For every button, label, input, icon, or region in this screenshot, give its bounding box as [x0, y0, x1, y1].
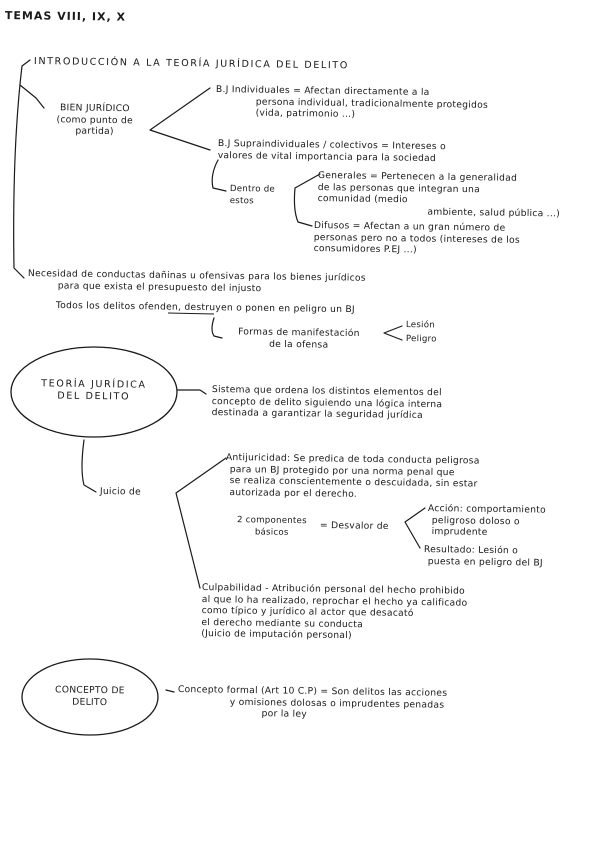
lesion-label: Lesión — [405, 320, 435, 331]
accion-text: Acción: comportamiento peligroso doloso o imprudente — [427, 503, 547, 538]
concepto-formal-text: Concepto formal (Art 10 C.P) = Son delitos las acciones y omisiones dolosas o imprudentes penadas por la ley — [177, 684, 448, 720]
bj-supraindividuales-text: B.J Supraindividuales / colectivos = Intereses o valores de vital importancia para la sociedad — [217, 138, 446, 164]
componentes-basicos-label: 2 componentes básicos — [236, 515, 307, 538]
culpabilidad-text: Culpabilidad - Atribución personal del hecho prohibido al que lo ha realizado, reprochar el hecho ya calificado como típico y jurídico al actor que desacató el derecho mediante su conducta (Juicio de imputación personal) — [201, 582, 468, 642]
todos-delitos-text: Todos los delitos ofenden, destruyen o ponen en peligro un BJ — [55, 300, 355, 316]
dentro-de-estos-label: Dentro de estos — [229, 184, 276, 206]
intro-heading: INTRODUCCIÓN A LA TEORÍA JURÍDICA DEL DELITO — [33, 56, 350, 72]
resultado-text: Resultado: Lesión o puesta en peligro del BJ — [423, 544, 543, 569]
juicio-de-label: Juicio de — [99, 486, 141, 498]
formas-manifestacion-text: Formas de manifestación de la ofensa — [238, 326, 360, 351]
necesidad-text: Necesidad de conductas dañinas u ofensivas para los bienes jurídicos para que exista el presupuesto del injusto — [27, 268, 366, 294]
concepto-bubble-label: CONCEPTO DE DELITO — [55, 684, 125, 708]
teoria-bubble-label: TEORÍA JURÍDICA DEL DELITO — [41, 378, 147, 403]
ofenden-word: ofenden — [138, 301, 179, 313]
bien-juridico-label: BIEN JURÍDICO (como punto de partida) — [56, 102, 134, 138]
desvalor-de-label: = Desvalor de — [319, 520, 389, 532]
antijuricidad-text: Antijuricidad: Se predica de toda conducta peligrosa para un BJ protegido por una norma penal que se realiza conscientemente o descuidada, sin estar autorizada por el derecho. — [225, 452, 480, 500]
generales-text: Generales = Pertenecen a la generalidad de las personas que integran una comunidad (medio ambiente, salud pública ...) — [317, 170, 561, 219]
bj-individuales-text: B.J Individuales = Afectan directamente a la persona individual, tradicionalmente protegidos (vida, patrimonio ...) — [215, 84, 489, 120]
sistema-text: Sistema que ordena los distintos elementos del concepto de delito siguiendo una lógica interna destinada a garantizar la seguridad jurídica — [211, 384, 443, 421]
peligro-label: Peligro — [405, 334, 437, 345]
page-title: TEMAS VIII, IX, X — [4, 9, 127, 24]
difusos-text: Difusos = Afectan a un gran número de personas pero no a todos (intereses de los consumidores P.EJ ...) — [313, 220, 521, 256]
